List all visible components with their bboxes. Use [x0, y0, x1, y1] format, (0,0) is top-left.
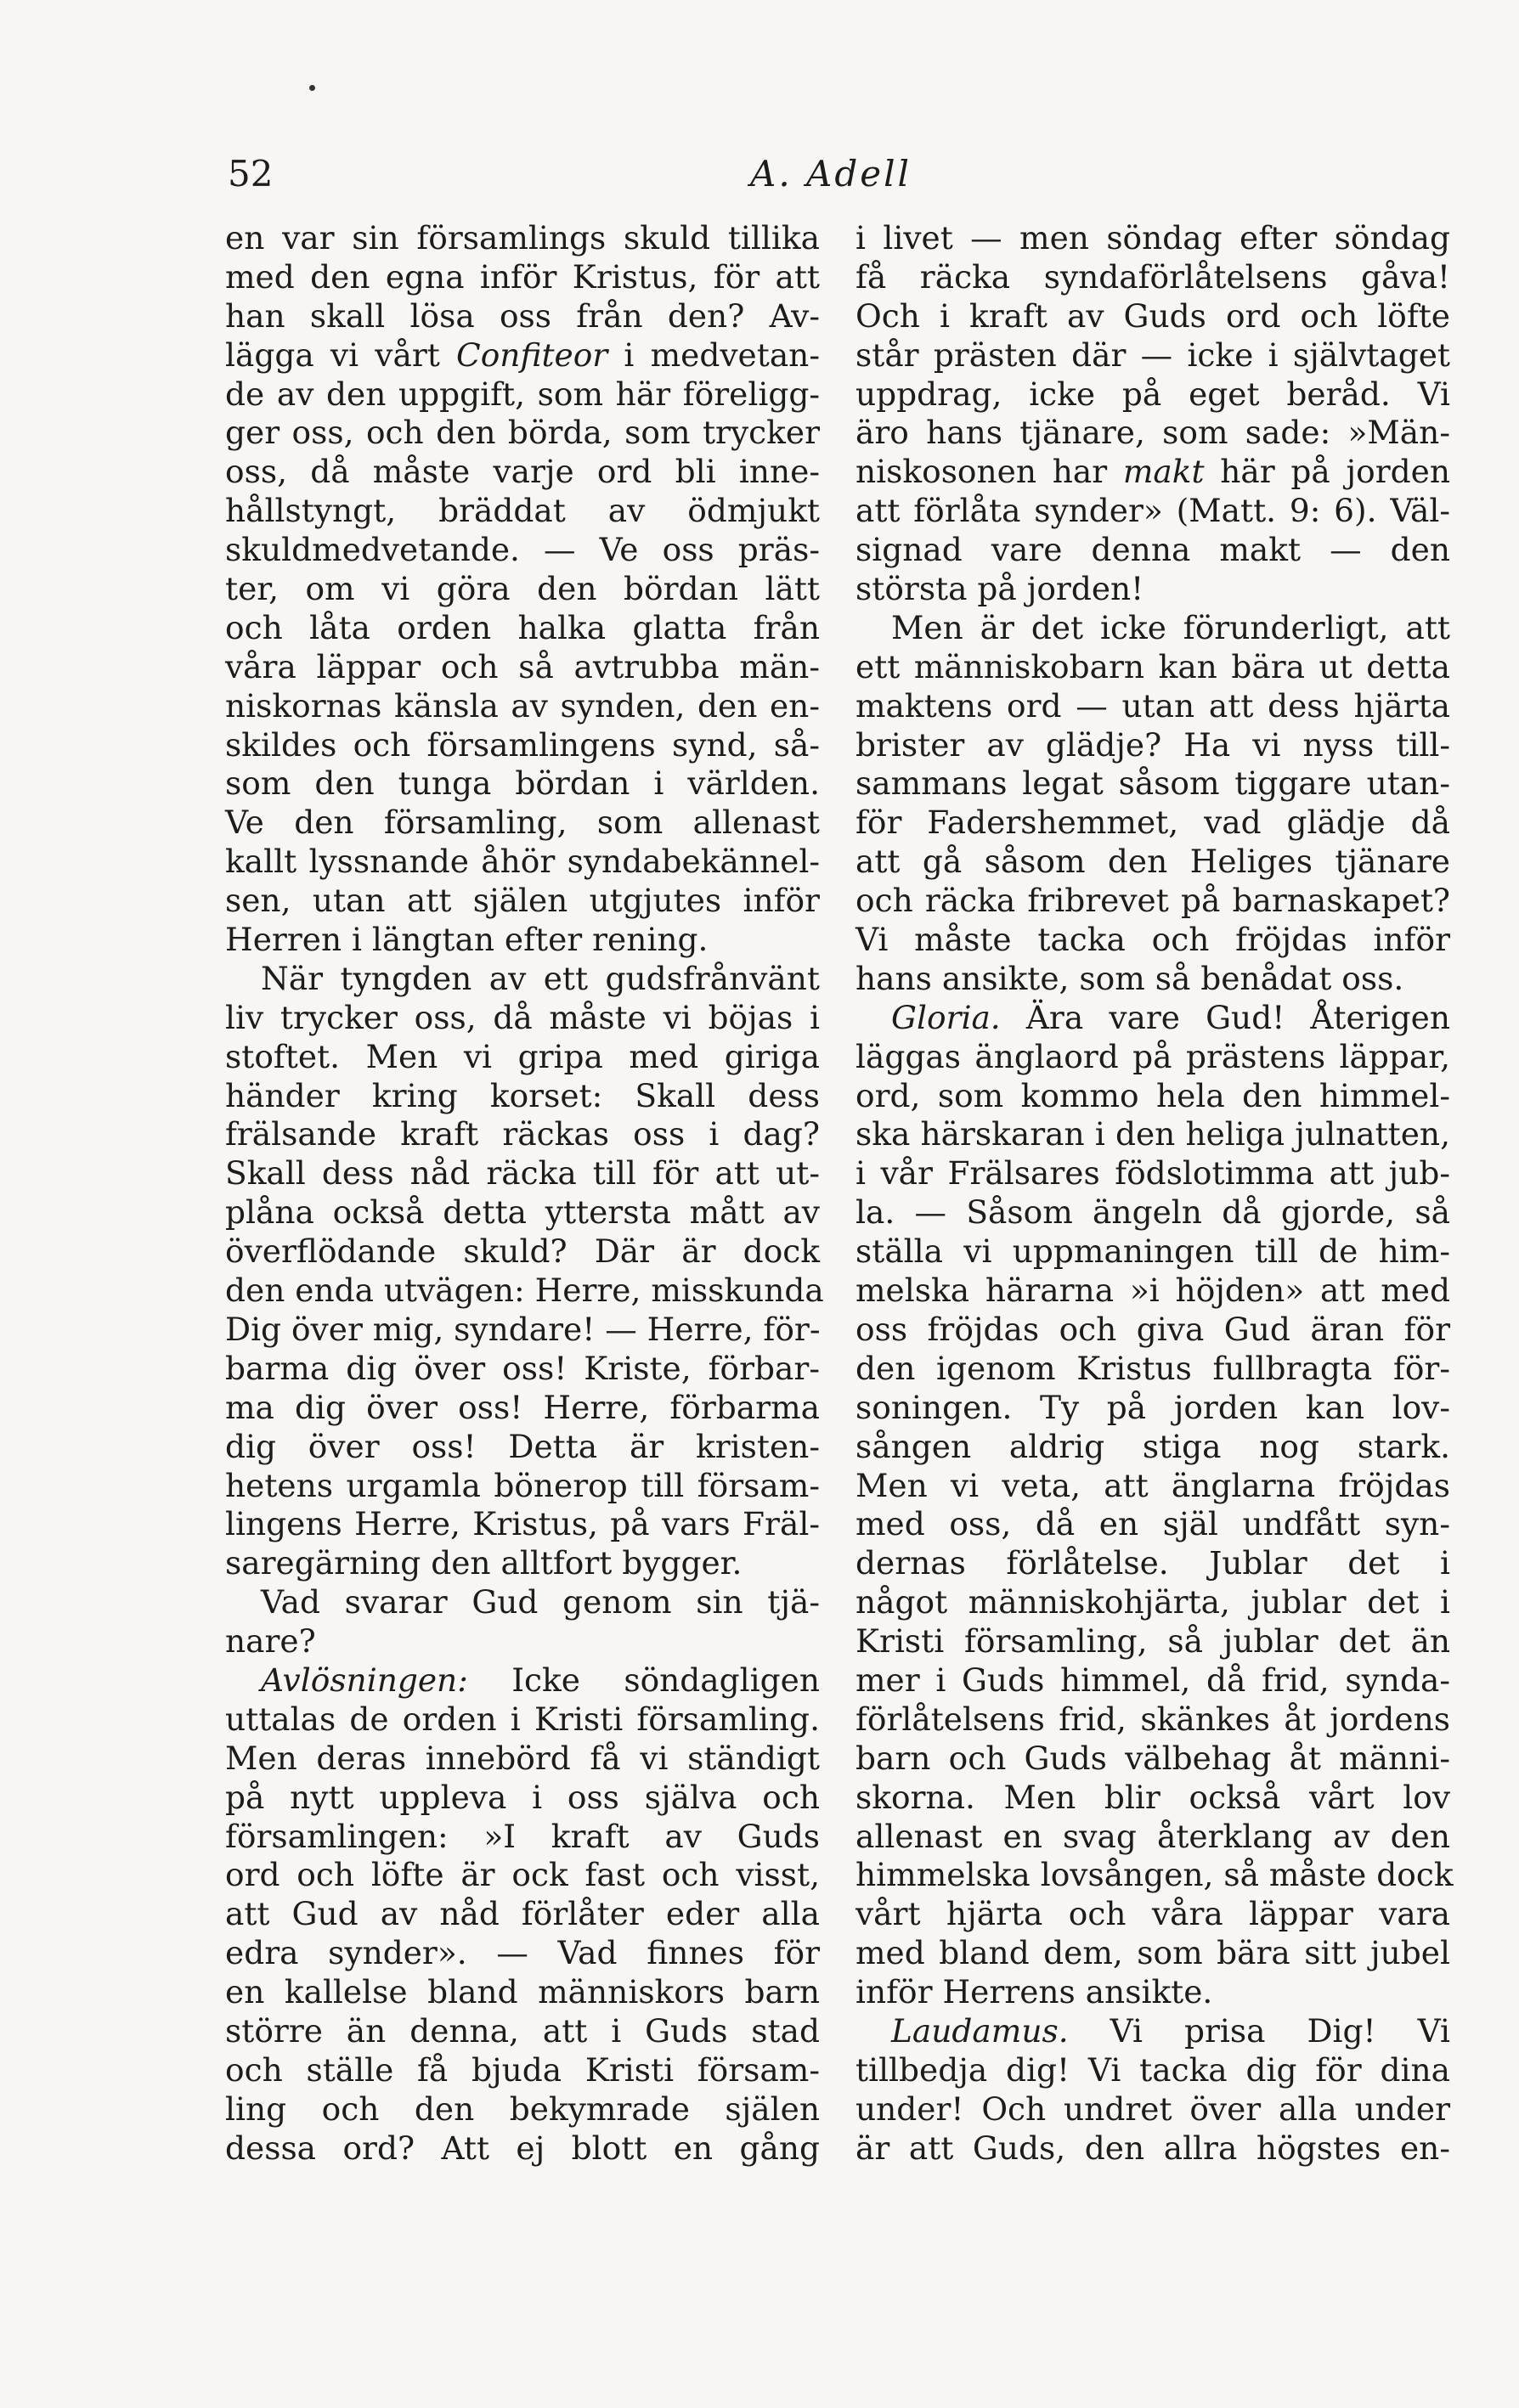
text-line: ma dig över oss! Herre, förbarma — [225, 1388, 820, 1426]
text-line: på nytt uppleva i oss själva och — [225, 1778, 820, 1816]
text-line: signad vare denna makt — den — [855, 531, 1450, 569]
text-line: den enda utvägen: Herre, misskunda — [225, 1272, 824, 1310]
text-line: och låta orden halka glatta från — [225, 608, 820, 646]
text-segment: i medvetan- — [607, 336, 821, 374]
text-line: Ve den församling, som allenast — [225, 804, 820, 842]
text-line: hetens urgamla bönerop till försam- — [225, 1466, 820, 1504]
text-line: liv trycker oss, då måste vi böjas i — [225, 998, 820, 1036]
text-line: Dig över mig, syndare! — Herre, för- — [225, 1310, 821, 1348]
italic-term: Avlösningen: — [261, 1661, 468, 1699]
text-line: nare? — [225, 1622, 316, 1661]
text-line: skorna. Men blir också vårt lov — [855, 1778, 1450, 1816]
text-line: la. — Såsom ängeln då gjorde, så — [855, 1193, 1450, 1232]
text-line: plåna också detta yttersta mått av — [225, 1193, 820, 1232]
text-line: Och i kraft av Guds ord och löfte — [855, 296, 1450, 335]
text-line: oss fröjdas och giva Gud äran för — [855, 1310, 1450, 1348]
text-line: ling och den bekymrade själen — [225, 2089, 820, 2128]
text-line: dig över oss! Detta är kristen- — [225, 1427, 820, 1465]
text-line: ett människobarn kan bära ut detta — [855, 647, 1450, 685]
text-line: tillbedja dig! Vi tacka dig för dina — [855, 2050, 1450, 2089]
text-line: med oss, då en själ undfått syn- — [855, 1505, 1450, 1543]
text-line — [225, 1661, 820, 1700]
running-title: A. Adell — [750, 153, 912, 195]
text-line: mer i Guds himmel, då frid, synda- — [855, 1661, 1450, 1699]
text-line: saregärning den alltfort bygger. — [225, 1544, 743, 1582]
text-line: ska härskaran i den heliga julnatten, — [855, 1115, 1450, 1153]
left-text-column — [225, 219, 824, 2168]
text-line: uppdrag, icke på eget beråd. Vi — [855, 375, 1450, 413]
text-line: maktens ord — utan att dess hjärta — [855, 686, 1450, 725]
text-line: Herren i längtan efter rening. — [225, 921, 709, 959]
text-line: större än denna, att i Guds stad — [225, 2011, 820, 2050]
text-line: församlingen: »I kraft av Guds — [225, 1817, 820, 1855]
text-line: sen, utan att själen utgjutes inför — [225, 882, 820, 920]
text-line: melska härarna »i höjden» att med — [855, 1272, 1450, 1310]
italic-term: Confiteor — [456, 336, 608, 374]
page-header — [228, 153, 1434, 204]
text-line: förlåtelsens frid, skänkes åt jordens — [855, 1700, 1450, 1738]
text-line: ställa vi uppmaningen till de him- — [855, 1232, 1450, 1271]
text-line: vårt hjärta och våra läppar vara — [855, 1895, 1450, 1933]
text-line: Vad svarar Gud genom sin tjä- — [261, 1583, 820, 1621]
text-line: skildes och församlingens synd, så- — [225, 725, 820, 764]
text-line: står prästen där — icke i självtaget — [855, 336, 1450, 374]
text-line: med bland dem, som bära sitt jubel — [855, 1934, 1450, 1972]
text-line: Men deras innebörd få vi ständigt — [225, 1739, 820, 1777]
text-line: han skall lösa oss från den? Av- — [225, 296, 820, 335]
italic-term: makt — [1122, 453, 1205, 491]
scan-speck — [309, 85, 315, 91]
text-line: i livet — men söndag efter söndag — [855, 219, 1450, 257]
text-line: våra läppar och så avtrubba män- — [225, 647, 820, 685]
text-line: under! Och undret över alla under — [855, 2089, 1450, 2128]
text-line: barma dig över oss! Kriste, förbar- — [225, 1349, 820, 1387]
text-line: att gå såsom den Heliges tjänare — [855, 843, 1450, 881]
italic-term: Gloria. — [891, 998, 1001, 1036]
text-line: Vi måste tacka och fröjdas inför — [855, 921, 1450, 959]
text-line: sammans legat såsom tiggare utan- — [855, 764, 1450, 803]
text-line: överflödande skuld? Där är dock — [225, 1232, 820, 1271]
text-line: När tyngden av ett gudsfrånvänt — [261, 959, 820, 997]
text-line — [855, 453, 1450, 492]
text-line: dessa ord? Att ej blott en gång — [225, 2129, 820, 2167]
text-line: i vår Frälsares födslotimma att jub- — [855, 1154, 1450, 1193]
text-line: oss, då måste varje ord bli inne- — [225, 453, 820, 491]
text-line: stoftet. Men vi gripa med giriga — [225, 1037, 820, 1075]
text-line: som den tunga bördan i världen. — [225, 764, 820, 803]
text-line: en var sin församlings skuld tillika — [225, 219, 820, 257]
text-line: för Fadershemmet, vad glädje då — [855, 804, 1450, 842]
text-line: kallt lyssnande åhör syndabekännel- — [225, 843, 820, 881]
text-line: himmelska lovsången, så måste dock — [855, 1856, 1454, 1894]
text-line: och ställe få bjuda Kristi försam- — [225, 2050, 820, 2089]
text-line — [855, 999, 1450, 1038]
text-line: något människohjärta, jublar det i — [855, 1583, 1450, 1621]
text-line: niskornas känsla av synden, den en- — [225, 686, 820, 725]
text-segment: här på jorden — [1204, 453, 1450, 491]
text-line: uttalas de orden i Kristi församling. — [225, 1700, 820, 1738]
text-line — [855, 2012, 1450, 2051]
text-line: brister av glädje? Ha vi nyss till- — [855, 725, 1450, 764]
text-segment: lägga vi vårt — [225, 336, 457, 374]
text-line: Men är det icke förunderligt, att — [891, 608, 1450, 646]
text-line: sången aldrig stiga nog stark. — [855, 1427, 1450, 1465]
text-line: är att Guds, den allra högstes en- — [855, 2129, 1450, 2167]
text-line: edra synder». — Vad finnes för — [225, 1934, 820, 1972]
text-line: de av den uppgift, som här föreligg- — [225, 375, 820, 413]
text-segment: Icke söndagligen — [467, 1661, 820, 1699]
page-number: 52 — [228, 153, 274, 195]
text-line: att Gud av nåd förlåter eder alla — [225, 1895, 820, 1933]
text-segment: Vi prisa Dig! Vi — [1068, 2011, 1450, 2050]
text-line: lingens Herre, Kristus, på vars Fräl- — [225, 1505, 820, 1543]
text-line: soningen. Ty på jorden kan lov- — [855, 1388, 1450, 1426]
text-line: en kallelse bland människors barn — [225, 1973, 820, 2011]
text-line: den igenom Kristus fullbragta för- — [855, 1349, 1450, 1387]
text-line: allenast en svag återklang av den — [855, 1817, 1450, 1855]
italic-term: Laudamus. — [891, 2011, 1069, 2050]
text-line: ter, om vi göra den bördan lätt — [225, 570, 820, 608]
text-line: läggas änglaord på prästens läppar, — [855, 1037, 1450, 1075]
text-line: frälsande kraft räckas oss i dag? — [225, 1115, 820, 1153]
text-line: att förlåta synder» (Matt. 9: 6). Väl- — [855, 492, 1450, 530]
text-line: ord, som kommo hela den himmel- — [855, 1076, 1450, 1114]
text-line: barn och Guds välbehag åt männi- — [855, 1739, 1450, 1777]
text-line: ger oss, och den börda, som trycker — [225, 414, 820, 452]
text-line: äro hans tjänare, som sade: »Män- — [855, 414, 1450, 452]
text-line: inför Herrens ansikte. — [855, 1973, 1213, 2011]
text-line: händer kring korset: Skall dess — [225, 1076, 820, 1114]
text-line: ord och löfte är ock fast och visst, — [225, 1856, 820, 1894]
text-line: Skall dess nåd räcka till för att ut- — [225, 1154, 820, 1193]
right-text-column — [855, 219, 1454, 2168]
text-segment: Ära vare Gud! Återigen — [1000, 998, 1450, 1036]
text-line: Kristi församling, så jublar det än — [855, 1622, 1450, 1661]
text-line: med den egna inför Kristus, för att — [225, 257, 820, 296]
text-line: Men vi veta, att änglarna fröjdas — [855, 1466, 1450, 1504]
text-line — [225, 336, 820, 375]
text-line: största på jorden! — [855, 570, 1144, 608]
text-line: och räcka fribrevet på barnaskapet? — [855, 882, 1450, 920]
text-line: få räcka syndaförlåtelsens gåva! — [855, 257, 1450, 296]
text-line: skuldmedvetande. — Ve oss präs- — [225, 531, 820, 569]
text-line: dernas förlåtelse. Jublar det i — [855, 1544, 1450, 1582]
text-line: hans ansikte, som så benådat oss. — [855, 959, 1404, 997]
text-line: hållstyngt, bräddat av ödmjukt — [225, 492, 820, 530]
text-segment: niskosonen har — [855, 453, 1123, 491]
